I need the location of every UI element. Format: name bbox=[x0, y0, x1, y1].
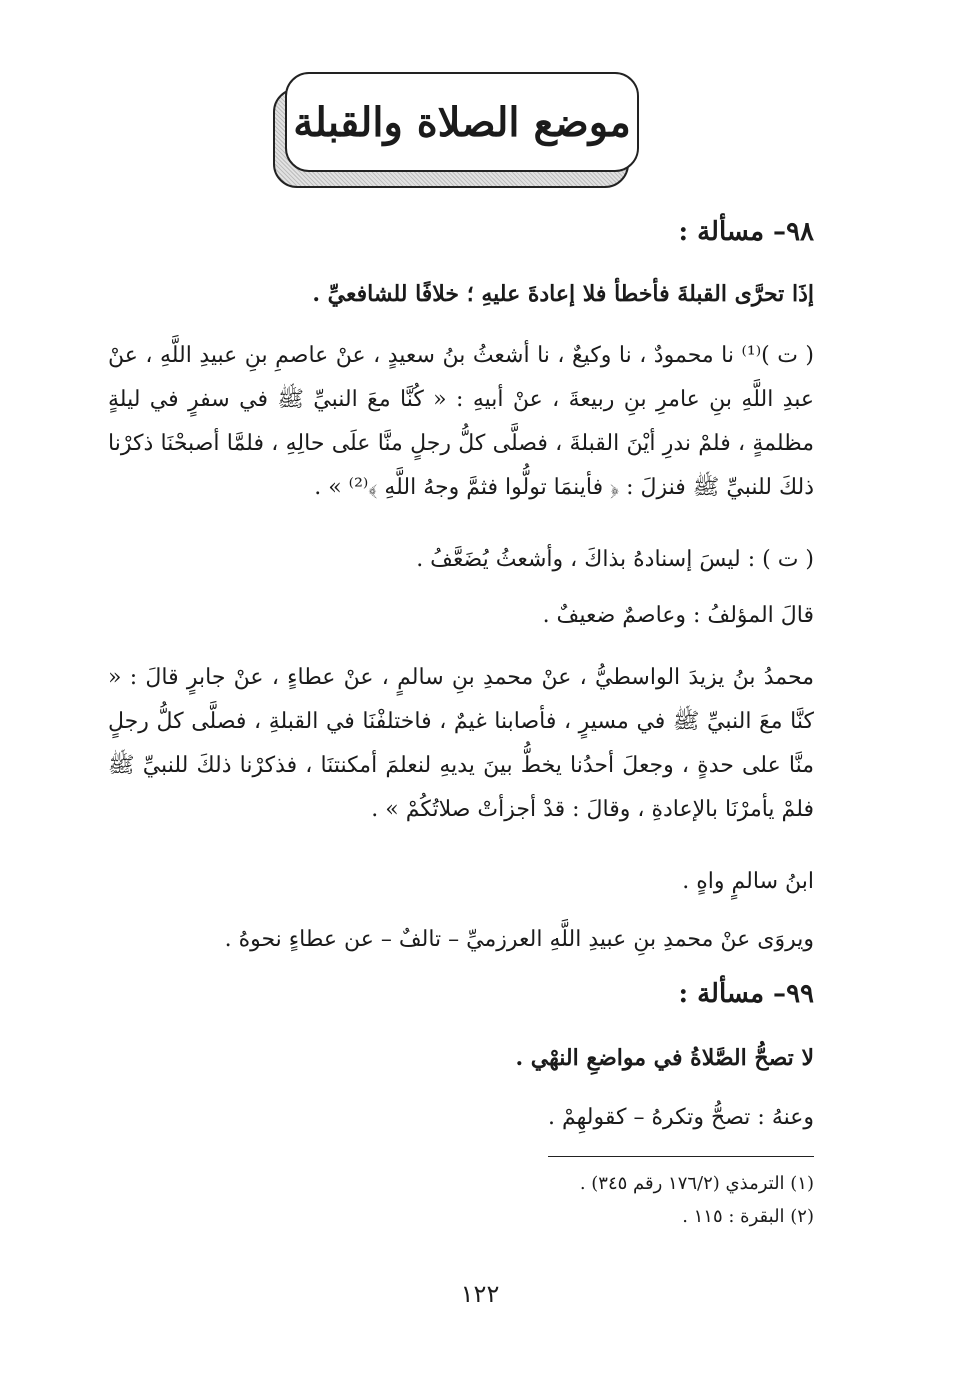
footnote-divider bbox=[548, 1156, 814, 1157]
issue-99-note: وعنهُ : تصحُّ وتكرهُ – كقولهِمْ . bbox=[548, 1105, 814, 1130]
author-comment: قالَ المؤلفُ : وعاصمٌ ضعيفٌ . bbox=[542, 603, 814, 628]
chapter-title-frame bbox=[273, 72, 639, 184]
issue-99-ruling: لا تصحُّ الصَّلاةُ في مواضعِ النهْي . bbox=[515, 1045, 814, 1071]
issue-98-heading: ٩٨– مسألة : bbox=[678, 217, 814, 247]
footnote-2: (٢) البقرة : ١١٥ . bbox=[682, 1206, 814, 1227]
tirmidhi-comment: ( ت ) : ليسَ إسنادهُ بذاكَ ، وأشعثُ يُضَعَّفُ . bbox=[416, 547, 814, 572]
hadith-tirmidhi: ( ت )⁽¹⁾ نا محمودٌ ، نا وكيعٌ ، نا أشعثُ بنُ سعيدٍ ، عنْ عاصمِ بنِ عبيدِ اللَّهِ ، عنْ عبدِ اللَّهِ بنِ عامرِ بنِ ربيعةَ ، عنْ أبيهِ : « كُنَّا معَ النبيِّ ﷺ في سفرٍ في ليلةٍ مظلمةٍ ، فلمْ ندرِ أيْنَ القبلةَ ، فصلَّى كلُّ رجلٍ منَّا علَى حالِهِ ، فلمَّا أصبحْنَا ذكرْنا ذلكَ للنبيِّ ﷺ فنزلَ : ﴿ فأينمَا تولُّوا فثمَّ وجهُ اللَّهِ ﴾⁽²⁾ » . bbox=[108, 343, 814, 500]
issue-99-heading: ٩٩– مسألة : bbox=[678, 979, 814, 1009]
narrator-comment: ابنُ سالمٍ واهٍ . bbox=[682, 869, 814, 894]
issue-98-ruling: إذَا تحرَّى القبلةَ فأخطأ فلا إعادةَ عليهِ ؛ خلافًا للشافعيِّ . bbox=[312, 281, 814, 307]
hadith-jabir: محمدُ بنُ يزيدَ الواسطيُّ ، عنْ محمدِ بنِ سالمٍ ، عنْ عطاءٍ ، عنْ جابرٍ قالَ : « كنَّا معَ النبيِّ ﷺ في مسيرٍ ، فأصابنا غيمٌ ، فاختلفْنَا في القبلةِ ، فصلَّى كلُّ رجلٍ منَّا على حدةٍ ، وجعلَ أحدُنا يخطُّ بينَ يديهِ لنعلمَ أمكنتنَا ، فذكرْنا ذلكَ للنبيِّ ﷺ فلمْ يأمرْنَا بالإعادةِ ، وقالَ : قدْ أجزأتْ صلاتُكُمْ » . bbox=[108, 665, 814, 822]
chapter-title: موضع الصلاة والقبلة bbox=[285, 72, 639, 172]
footnote-1: (١) الترمذي (١٧٦/٢ رقم ٣٤٥) . bbox=[579, 1173, 814, 1194]
alternate-narration: ويروَى عنْ محمدِ بنِ عبيدِ اللَّهِ العرزميِّ – تالفٌ – عن عطاءٍ نحوهُ . bbox=[224, 927, 814, 952]
page-number: ١٢٢ bbox=[460, 1280, 500, 1308]
